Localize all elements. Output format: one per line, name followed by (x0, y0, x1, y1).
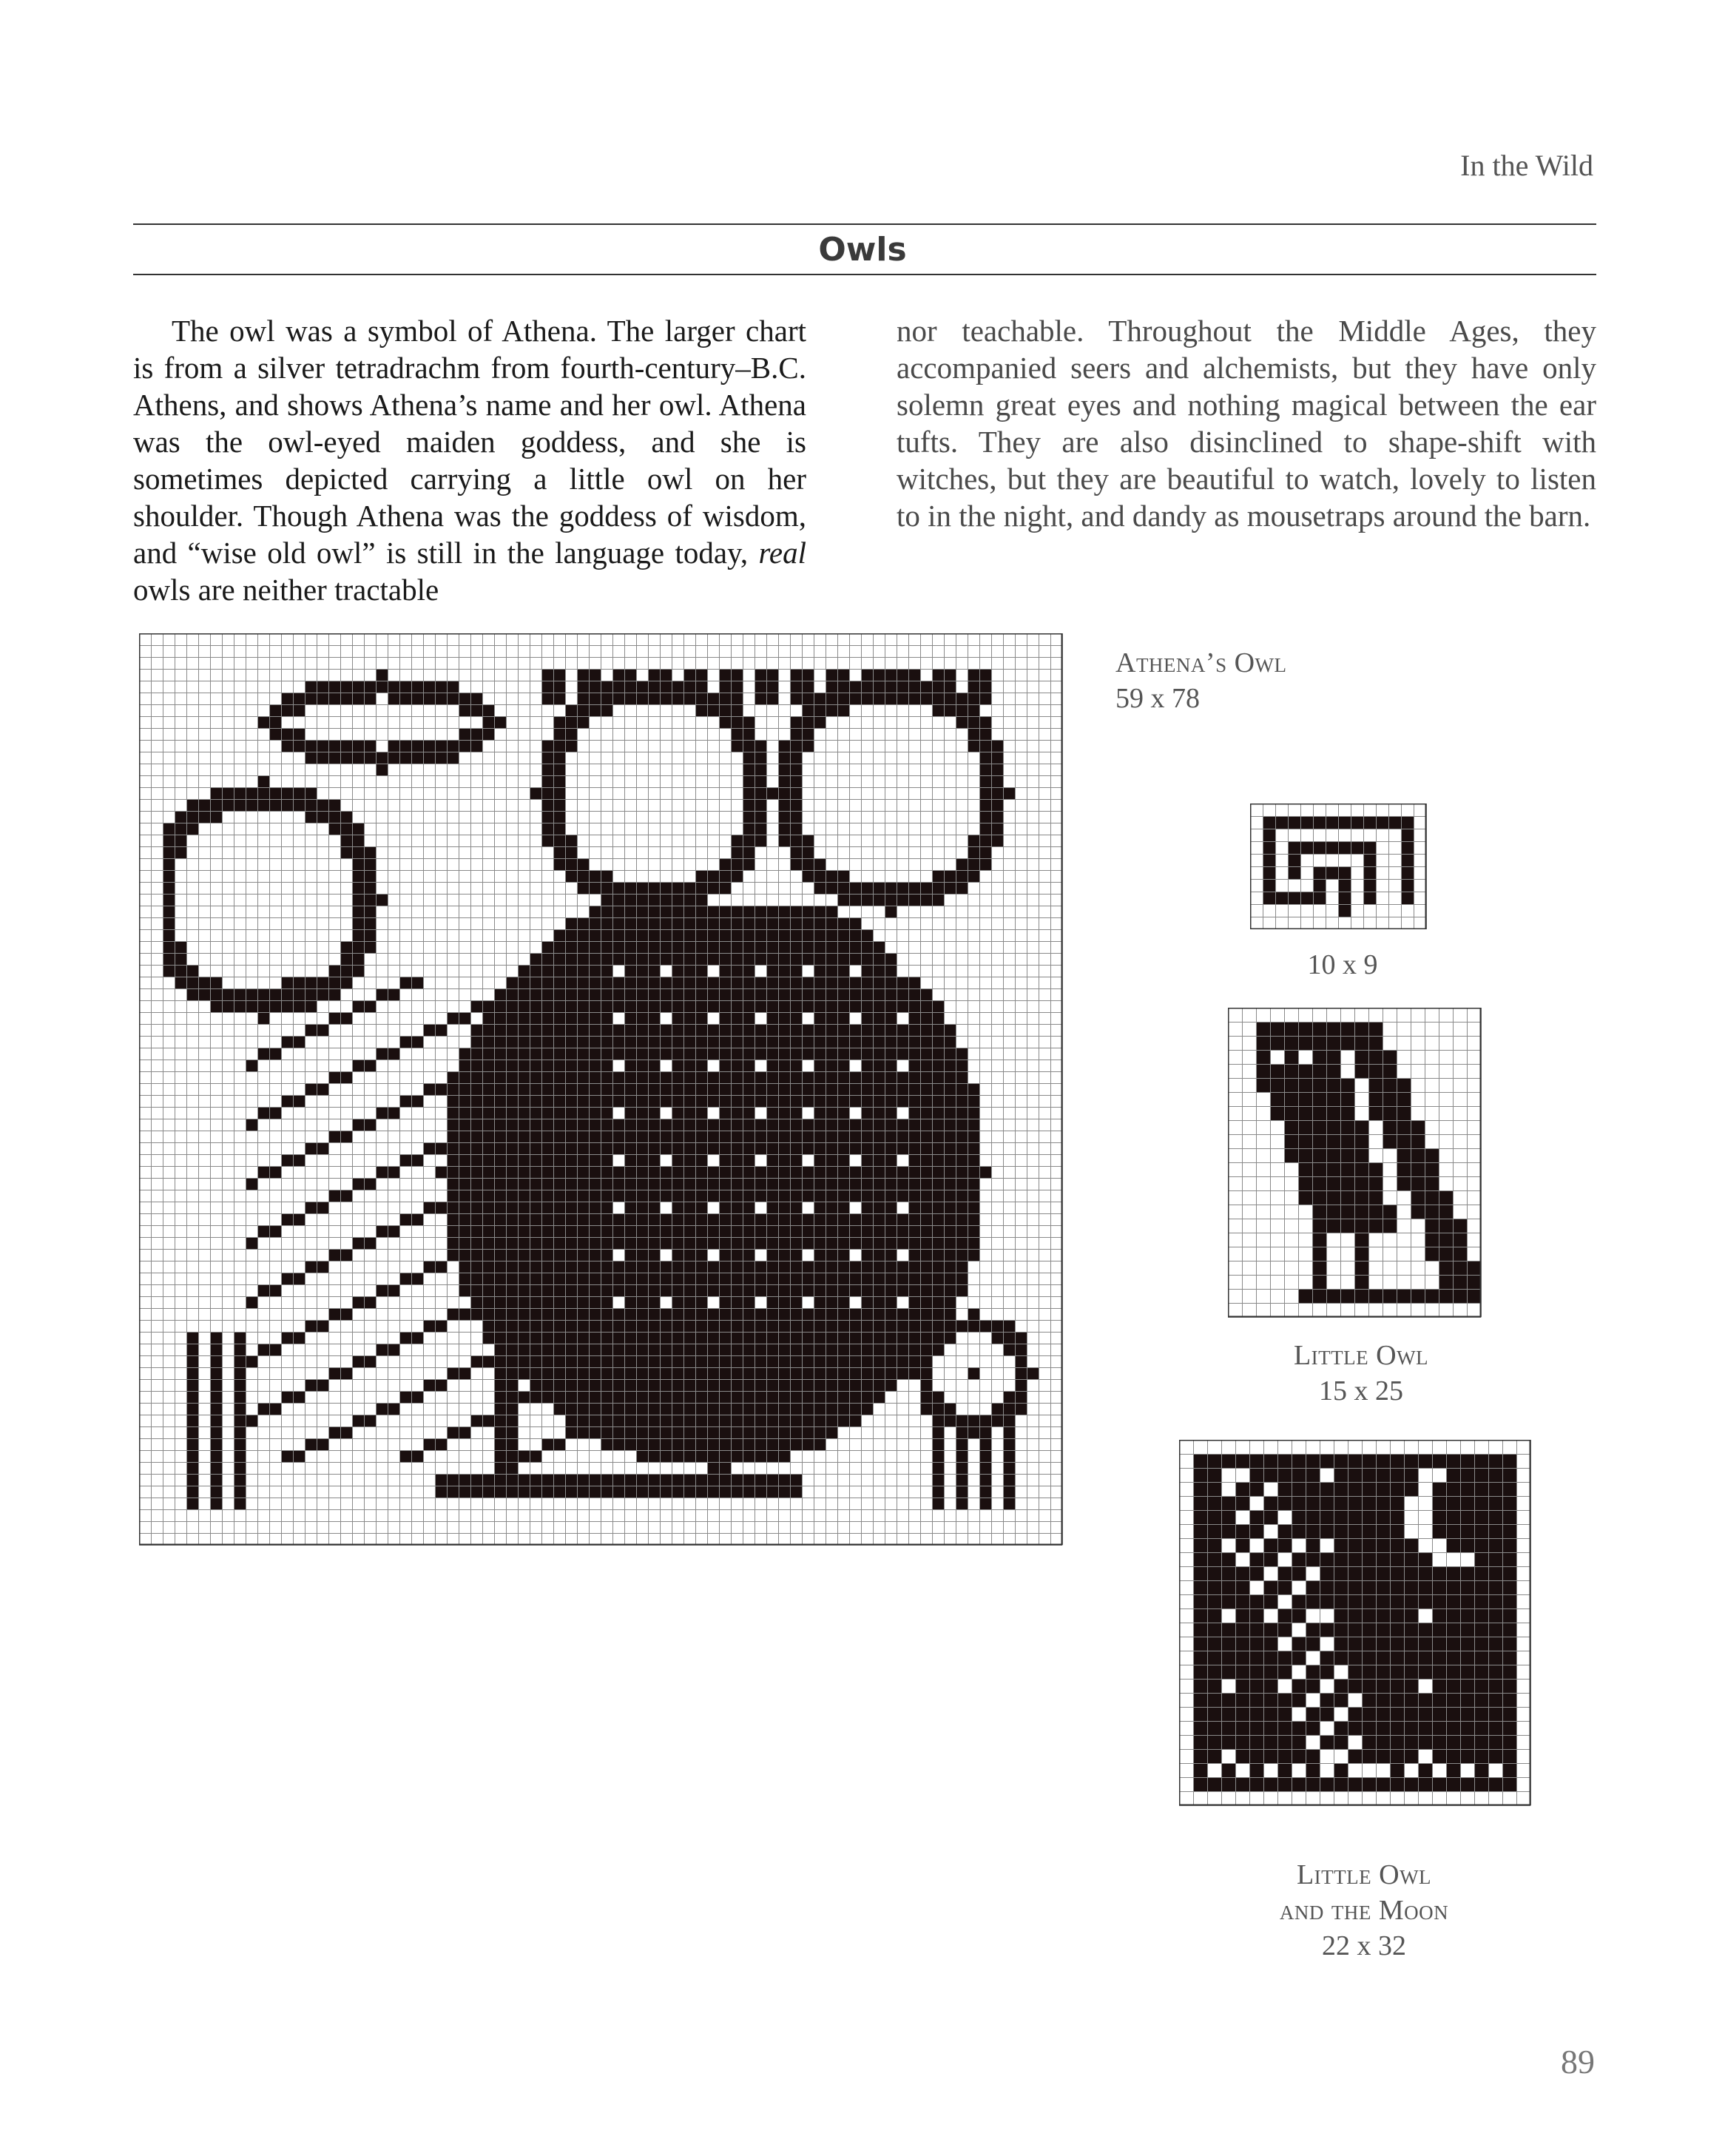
title-rule-bottom (133, 274, 1596, 275)
greek-key-size: 10 x 9 (1307, 949, 1378, 980)
body-column-2: nor teachable. Throughout the Middle Ages, they accompanied seers and alchemists, but they have only solemn great eyes and nothing magical between the ear tufts. They are also disinclined to shape-shift with witches, but they are beautiful to watch, lovely to listen to in the night, and dandy as mousetraps around the barn. (897, 314, 1596, 533)
page-title: Owls (818, 231, 907, 269)
little-owl-chart (1228, 1008, 1494, 1323)
little-owl-moon-size: 22 x 32 (1322, 1930, 1406, 1961)
athena-owl-chart (139, 633, 1078, 1563)
little-owl-size: 15 x 25 (1319, 1375, 1403, 1407)
little-owl-moon-caption (1179, 1857, 1549, 1964)
running-head: In the Wild (1460, 149, 1593, 182)
little-owl-moon-title-1: Little Owl (1296, 1859, 1432, 1890)
greek-key-chart (1250, 804, 1435, 929)
athena-owl-caption (1115, 645, 1287, 716)
little-owl-title: Little Owl (1293, 1340, 1429, 1371)
title-rule-top (133, 223, 1596, 225)
body-col1-italic: real (758, 536, 806, 570)
body-col1-text-a: The owl was a symbol of Athena. The larger chart is from a silver tetradrachm from fourth-century–B.C. Athens, and shows Athena’s name and her owl. Athena was the owl-eyed maiden goddess, and she is sometimes depicted carrying a little owl on her shoulder. Though Athena was the goddess of wisdom, and “wise old owl” is still in the language today, (133, 314, 806, 570)
athena-owl-size: 59 x 78 (1115, 683, 1200, 714)
little-owl-moon-title-2: and the Moon (1279, 1895, 1449, 1926)
page-number: 89 (1561, 2043, 1595, 2081)
little-owl-moon-chart (1179, 1440, 1549, 1839)
athena-owl-title: Athena’s Owl (1115, 647, 1287, 678)
body-column-1 (133, 312, 806, 608)
body-col1-text-b: owls are neither tractable (133, 573, 439, 607)
little-owl-caption (1213, 1338, 1509, 1409)
